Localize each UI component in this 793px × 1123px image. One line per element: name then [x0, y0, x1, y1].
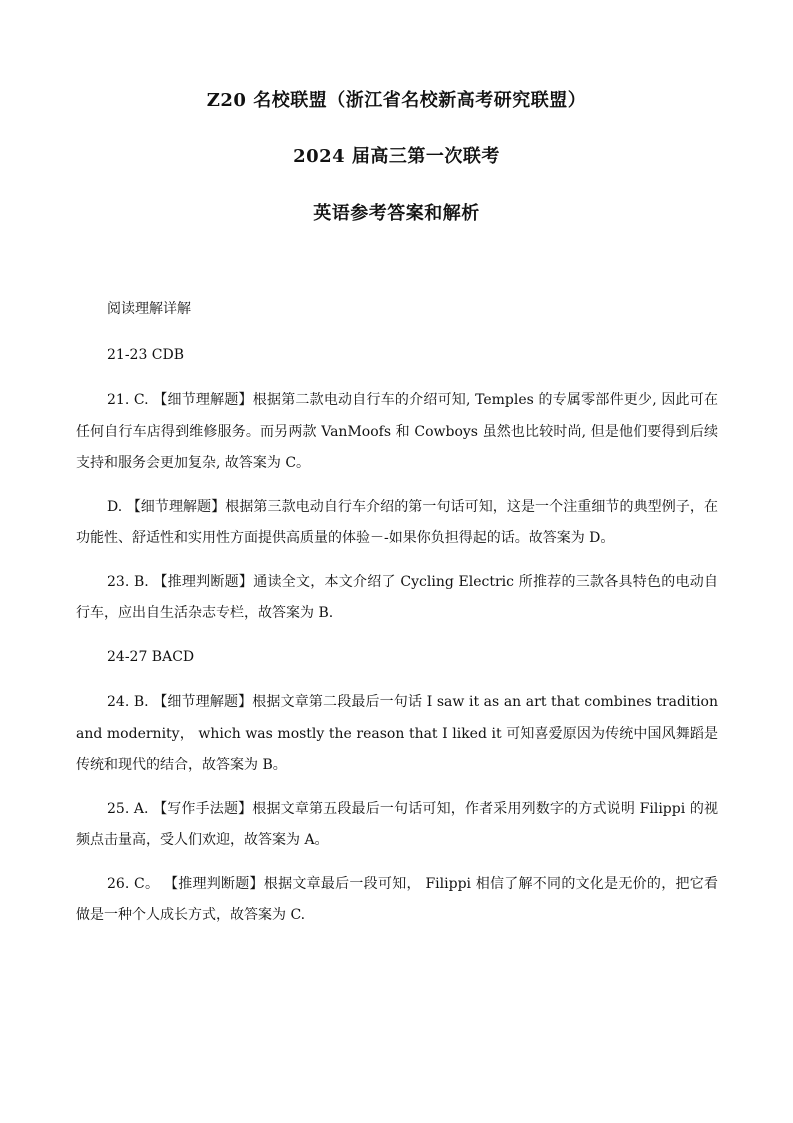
answer-group-24-27: 24-27 BACD	[107, 648, 195, 665]
explanation-q24: 24. B. 【细节理解题】根据文章第二段最后一句话 I saw it as an art that combines tradition and modernity， which was mostly the reason that I liked it 可知喜爱原因为传统中国风舞蹈是传统和现代的结合，故答案为 B。	[76, 694, 718, 773]
section-heading: 阅读理解详解	[107, 301, 191, 317]
document-body	[76, 294, 718, 944]
explanation-q22: D. 【细节理解题】根据第三款电动自行车介绍的第一句话可知，这是一个注重细节的典型例子，在功能性、舒适性和实用性方面提供高质量的体验－-如果你负担得起的话。故答案为 D。	[76, 498, 718, 546]
explanation-q23: 23. B. 【推理判断题】通读全文，本文介绍了 Cycling Electric 所推荐的三款各具特色的电动自行车，应出自生活杂志专栏，故答案为 B.	[76, 573, 718, 621]
exam-alliance-title: Z20 名校联盟（浙江省名校新高考研究联盟）	[206, 90, 587, 111]
explanation-q25: 25. A. 【写作手法题】根据文章第五段最后一句话可知，作者采用列数字的方式说明 Filippi 的视频点击量高，受人们欢迎，故答案为 A。	[76, 800, 718, 848]
answer-group-21-23: 21-23 CDB	[107, 346, 185, 363]
answer-key-title: 英语参考答案和解析	[313, 203, 480, 224]
explanation-q26: 26. C。 【推理判断题】根据文章最后一段可知， Filippi 相信了解不同的文化是无价的，把它看做是一种个人成长方式，故答案为 C.	[76, 875, 718, 923]
explanation-q21: 21. C. 【细节理解题】根据第二款电动自行车的介绍可知, Temples 的专属零部件更少, 因此可在任何自行车店得到维修服务。而另两款 VanMoofs 和 Cowboys 虽然也比较时尚, 但是他们要得到后续支持和服务会更加复杂, 故答案为 C。	[76, 392, 718, 471]
exam-session-title: 2024 届高三第一次联考	[293, 146, 500, 167]
